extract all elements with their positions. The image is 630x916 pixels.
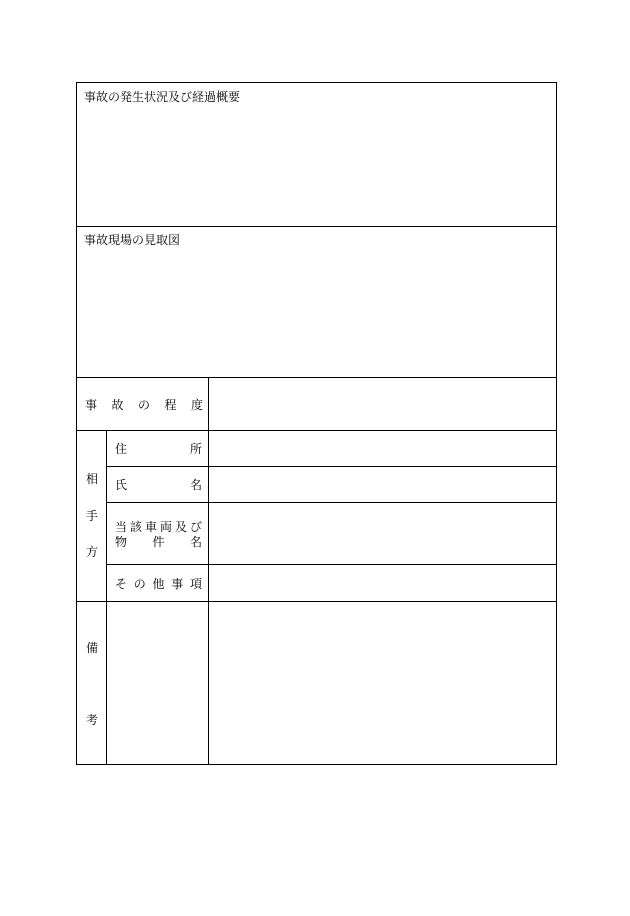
- label-char: 事: [85, 398, 98, 412]
- divider: [106, 466, 556, 467]
- label-char: 件: [152, 535, 165, 549]
- label-char: の: [133, 577, 146, 591]
- label-char: 他: [152, 577, 165, 591]
- label-char: の: [137, 398, 150, 412]
- label-char: 程: [164, 398, 177, 412]
- label-char: 所: [189, 442, 202, 456]
- label-char: 住: [115, 442, 128, 456]
- other-party-char: 相: [85, 472, 98, 486]
- vehicle-label-line2: [115, 535, 202, 549]
- divider: [106, 601, 107, 764]
- divider: [77, 430, 556, 431]
- divider: [77, 601, 556, 602]
- label-char: 車: [144, 520, 157, 534]
- other-party-char: 方: [85, 545, 98, 559]
- label-char: 度: [190, 398, 203, 412]
- divider: [77, 377, 556, 378]
- label-char: 事: [171, 577, 184, 591]
- label-char: 物: [115, 535, 128, 549]
- label-char: 故: [111, 398, 124, 412]
- label-char: 該: [129, 520, 142, 534]
- divider: [106, 430, 107, 601]
- label-char: そ: [115, 577, 128, 591]
- divider: [106, 564, 556, 565]
- label-char: 名: [189, 535, 202, 549]
- address-label: [115, 442, 202, 456]
- accident-degree-label: [85, 398, 203, 412]
- label-char: 名: [189, 478, 202, 492]
- vehicle-label-line1: [115, 520, 202, 534]
- label-char: 両: [159, 520, 172, 534]
- remarks-char: 備: [85, 641, 98, 655]
- other-matters-label: [115, 577, 202, 591]
- divider: [77, 226, 556, 227]
- label-char: 項: [189, 577, 202, 591]
- label-char: 氏: [115, 478, 128, 492]
- scene-sketch-label: 事故現場の見取図: [84, 233, 181, 247]
- name-label: [115, 478, 202, 492]
- accident-report-form: [76, 82, 557, 765]
- divider: [208, 377, 209, 430]
- label-char: び: [189, 520, 202, 534]
- other-party-char: 手: [85, 509, 98, 523]
- remarks-char: 考: [85, 713, 98, 727]
- divider: [106, 502, 556, 503]
- label-char: 当: [115, 520, 128, 534]
- divider: [208, 430, 209, 764]
- label-char: 及: [174, 520, 187, 534]
- accident-situation-label: 事故の発生状況及び経過概要: [84, 90, 241, 104]
